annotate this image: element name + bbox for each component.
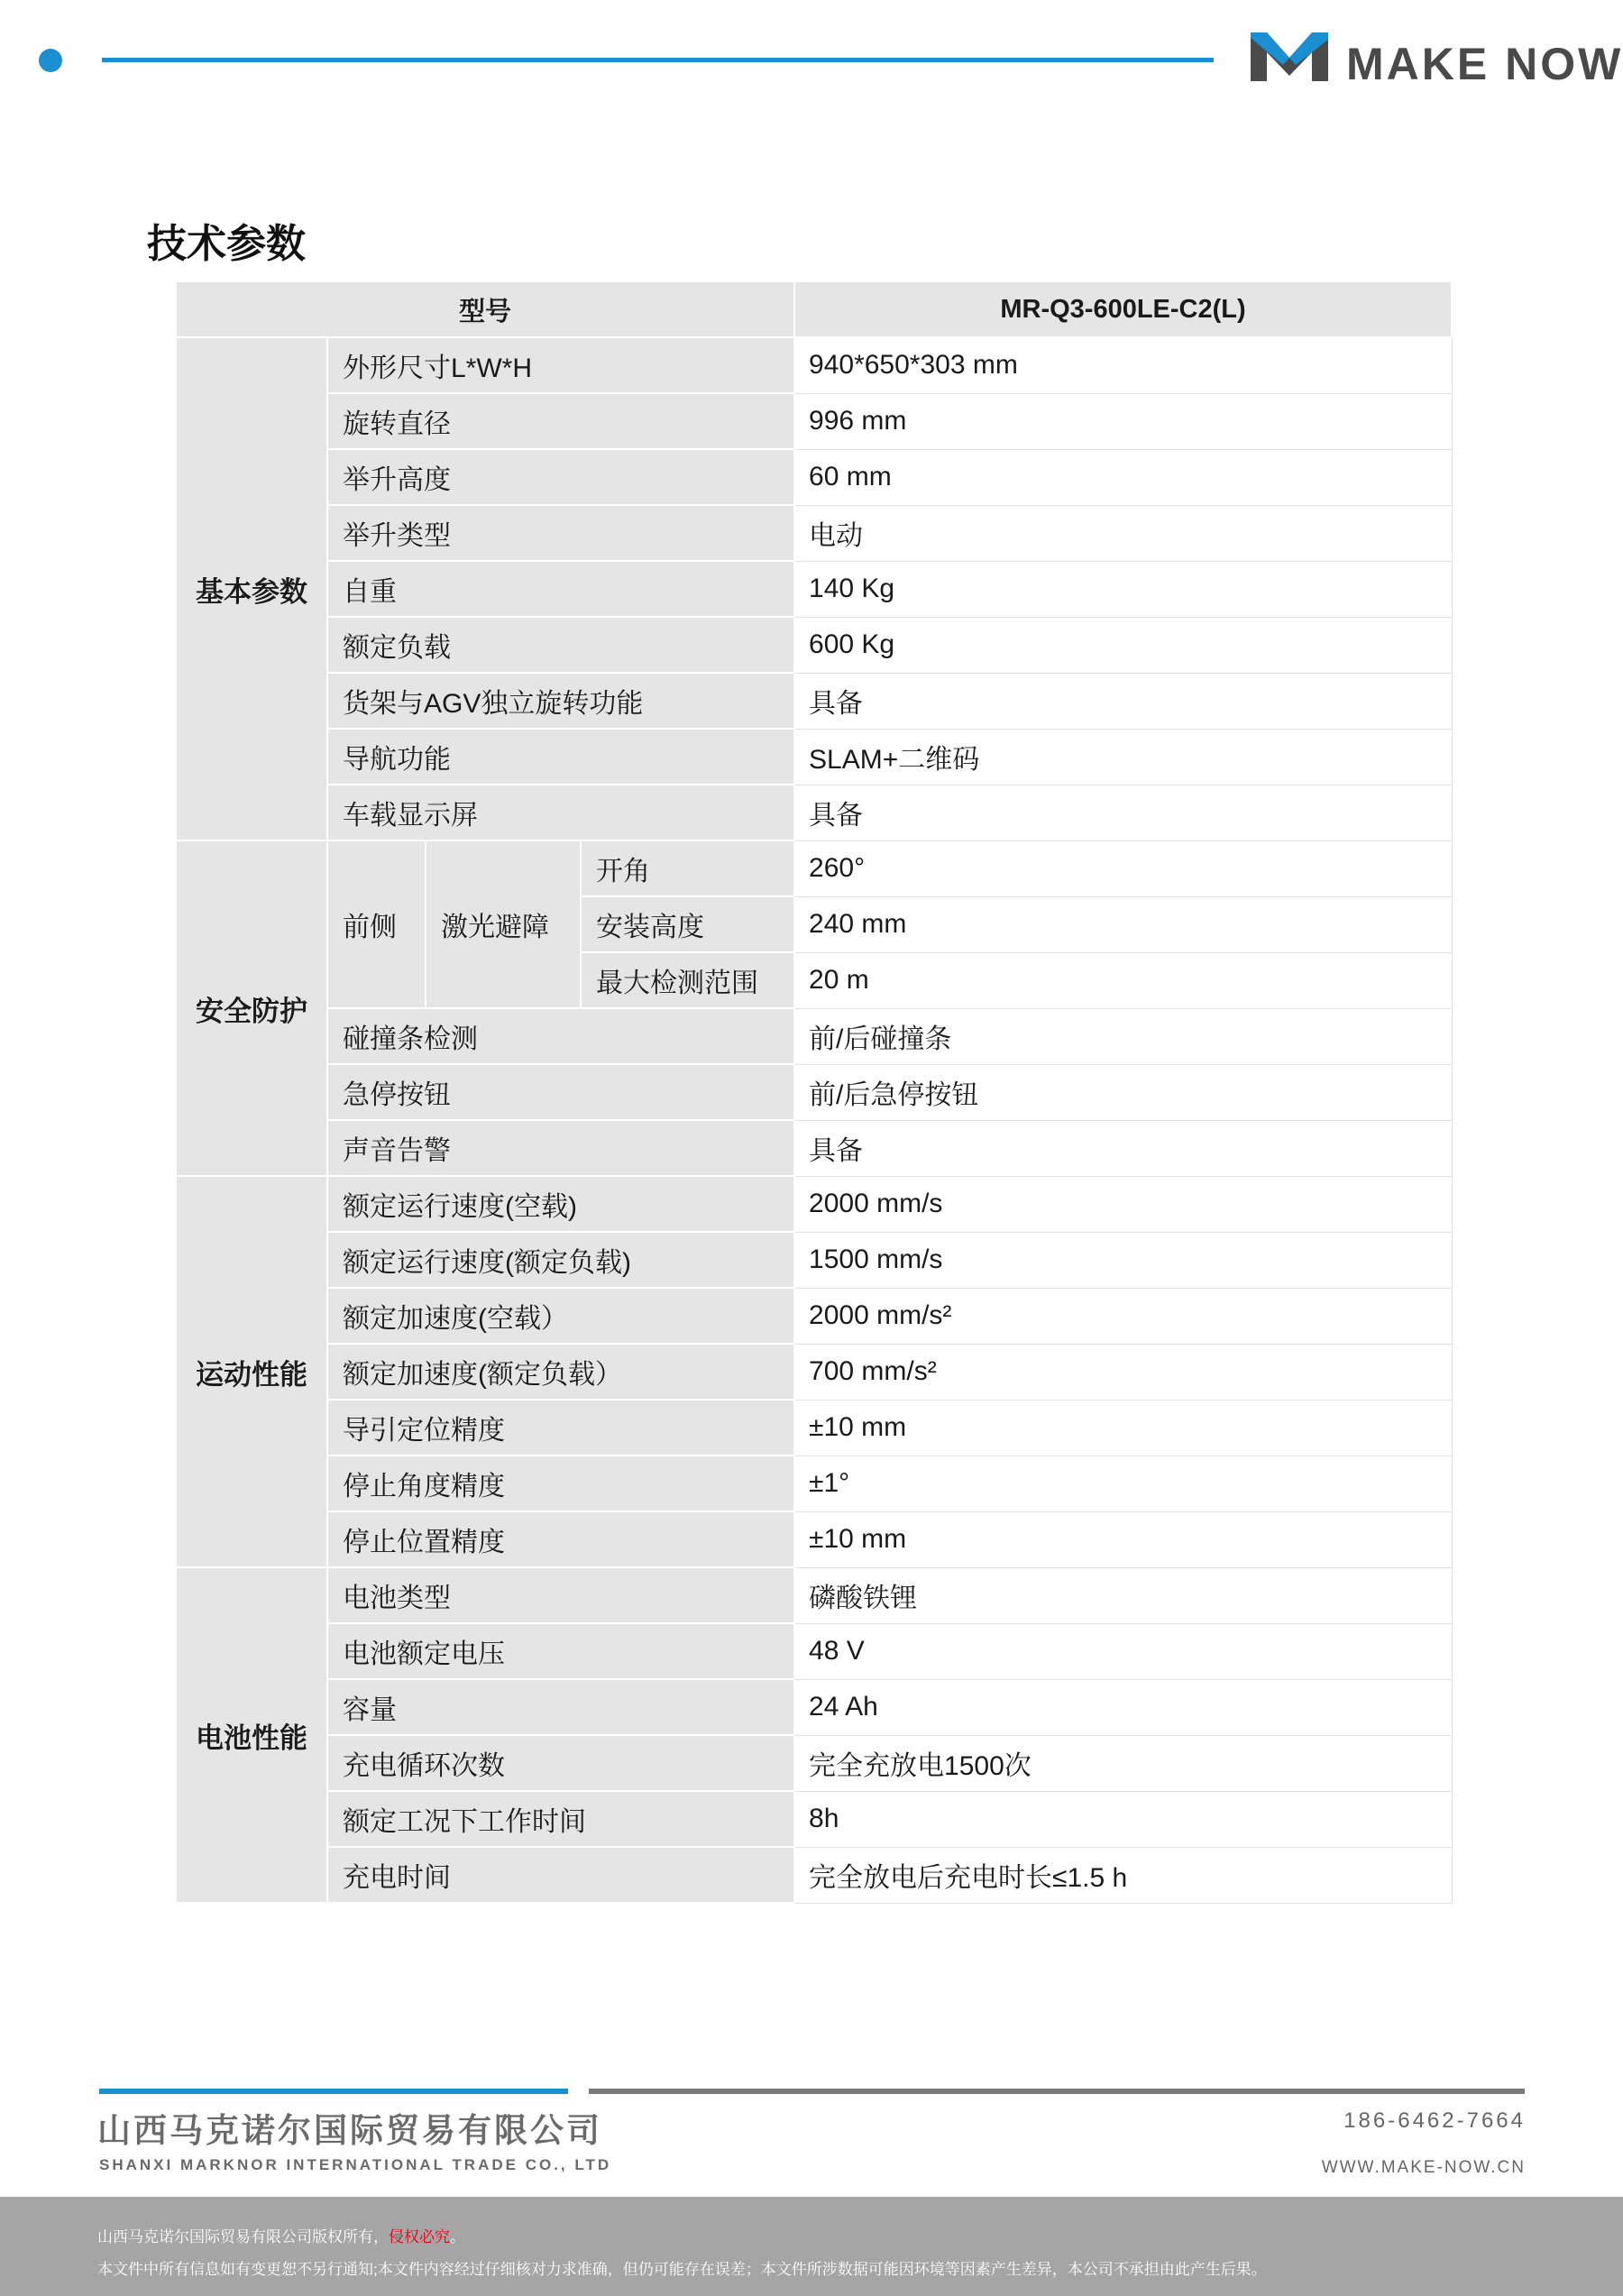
table-row <box>176 1791 1452 1847</box>
row-label: 导引定位精度 <box>327 1400 794 1456</box>
row-label: 容量 <box>327 1679 794 1735</box>
table-row <box>176 1735 1452 1791</box>
row-label: 急停按钮 <box>327 1064 794 1120</box>
table-row <box>176 1400 1452 1456</box>
row-label: 额定运行速度(额定负载) <box>327 1232 794 1288</box>
row-value: 700 mm/s² <box>794 1344 1452 1400</box>
row-value: 24 Ah <box>794 1679 1452 1735</box>
row-value: 前/后碰撞条 <box>794 1008 1452 1064</box>
row-label: 举升高度 <box>327 449 794 505</box>
table-row <box>176 1344 1452 1400</box>
row-value: 磷酸铁锂 <box>794 1567 1452 1623</box>
table-row <box>176 1567 1452 1623</box>
row-label: 货架与AGV独立旋转功能 <box>327 673 794 729</box>
table-row <box>176 449 1452 505</box>
row-value: 具备 <box>794 673 1452 729</box>
table-row <box>176 1064 1452 1120</box>
row-value: 20 m <box>794 952 1452 1008</box>
row-label: 电池额定电压 <box>327 1623 794 1679</box>
table-row <box>176 337 1452 393</box>
table-row <box>176 1511 1452 1567</box>
row-value: 260° <box>794 840 1452 896</box>
row-label: 额定运行速度(空载) <box>327 1176 794 1232</box>
table-row <box>176 1008 1452 1064</box>
copyright-notice <box>97 2224 465 2246</box>
laser-obstacle-label: 激光避障 <box>426 840 581 1008</box>
row-value: 140 Kg <box>794 561 1452 617</box>
website-link[interactable]: WWW.MAKE-NOW.CN <box>1321 2158 1526 2177</box>
row-label: 车载显示屏 <box>327 785 794 840</box>
table-row <box>176 561 1452 617</box>
row-value: 具备 <box>794 1120 1452 1176</box>
row-label: 停止角度精度 <box>327 1456 794 1511</box>
section-title: 技术参数 <box>147 222 306 266</box>
row-value: SLAM+二维码 <box>794 729 1452 785</box>
row-value: 60 mm <box>794 449 1452 505</box>
row-value: ±1° <box>794 1456 1452 1511</box>
table-row <box>176 1847 1452 1903</box>
table-row <box>176 1288 1452 1344</box>
row-label: 举升类型 <box>327 505 794 561</box>
table-row <box>176 673 1452 729</box>
disclaimer: 本文件中所有信息如有变更恕不另行通知;本文件内容经过仔细核对力求准确，但仍可能存在误差；本文件所涉数据可能因环境等因素产生差异，本公司不承担由此产生后果。 <box>97 2261 1267 2278</box>
row-label: 停止位置精度 <box>327 1511 794 1567</box>
brand-name: MAKE NOW <box>1346 39 1623 89</box>
row-label: 额定加速度(额定负载） <box>327 1344 794 1400</box>
footer-accent-line <box>99 2089 568 2094</box>
table-row <box>176 505 1452 561</box>
row-value: 48 V <box>794 1623 1452 1679</box>
row-value: 240 mm <box>794 896 1452 952</box>
company-name-cn: 山西马克诺尔国际贸易有限公司 <box>97 2112 602 2149</box>
row-value: 完全放电后充电时长≤1.5 h <box>794 1847 1452 1903</box>
group-safety: 安全防护 <box>176 840 327 1176</box>
row-label: 电池类型 <box>327 1567 794 1623</box>
row-label: 碰撞条检测 <box>327 1008 794 1064</box>
row-label: 旋转直径 <box>327 393 794 449</box>
row-value: 940*650*303 mm <box>794 337 1452 393</box>
row-label: 最大检测范围 <box>581 952 794 1008</box>
group-battery: 电池性能 <box>176 1567 327 1903</box>
bottom-bar <box>0 2197 1623 2296</box>
row-value: ±10 mm <box>794 1511 1452 1567</box>
row-label: 导航功能 <box>327 729 794 785</box>
group-basic: 基本参数 <box>176 337 327 840</box>
table-row <box>176 1679 1452 1735</box>
row-value: 电动 <box>794 505 1452 561</box>
row-value: 996 mm <box>794 393 1452 449</box>
row-value: 2000 mm/s <box>794 1176 1452 1232</box>
row-value: 前/后急停按钮 <box>794 1064 1452 1120</box>
copyright-prefix: 山西马克诺尔国际贸易有限公司版权所有， <box>97 2228 389 2245</box>
row-label: 额定加速度(空载） <box>327 1288 794 1344</box>
row-label: 充电循环次数 <box>327 1735 794 1791</box>
copyright-suffix: 。 <box>450 2228 465 2245</box>
table-row <box>176 840 1452 896</box>
row-label: 额定负载 <box>327 617 794 673</box>
row-value: ±10 mm <box>794 1400 1452 1456</box>
table-row <box>176 1232 1452 1288</box>
table-row <box>176 785 1452 840</box>
row-value: 2000 mm/s² <box>794 1288 1452 1344</box>
model-value: MR-Q3-600LE-C2(L) <box>794 281 1452 337</box>
footer-divider-line <box>589 2089 1525 2094</box>
table-row <box>176 1120 1452 1176</box>
header-line <box>102 58 1214 62</box>
copyright-warning: 侵权必究 <box>389 2228 450 2245</box>
row-label: 声音告警 <box>327 1120 794 1176</box>
make-now-m-logo-icon <box>1249 29 1330 87</box>
row-label: 开角 <box>581 840 794 896</box>
table-row <box>176 1456 1452 1511</box>
header-dot <box>39 49 62 72</box>
row-value: 完全充放电1500次 <box>794 1735 1452 1791</box>
phone-number: 186-6462-7664 <box>1343 2108 1526 2133</box>
spec-table <box>175 280 1453 1904</box>
table-row <box>176 1623 1452 1679</box>
group-motion: 运动性能 <box>176 1176 327 1567</box>
row-value: 600 Kg <box>794 617 1452 673</box>
row-value: 8h <box>794 1791 1452 1847</box>
model-label: 型号 <box>176 281 794 337</box>
row-value: 1500 mm/s <box>794 1232 1452 1288</box>
row-value: 具备 <box>794 785 1452 840</box>
row-label: 安装高度 <box>581 896 794 952</box>
row-label: 自重 <box>327 561 794 617</box>
table-header-row <box>176 281 1452 337</box>
company-name-en: SHANXI MARKNOR INTERNATIONAL TRADE CO., LTD <box>99 2156 612 2173</box>
table-row <box>176 729 1452 785</box>
brand-logo <box>1249 29 1623 92</box>
front-side-label: 前侧 <box>327 840 426 1008</box>
row-label: 额定工况下工作时间 <box>327 1791 794 1847</box>
table-row <box>176 393 1452 449</box>
row-label: 充电时间 <box>327 1847 794 1903</box>
table-row <box>176 617 1452 673</box>
row-label: 外形尺寸L*W*H <box>327 337 794 393</box>
table-row <box>176 1176 1452 1232</box>
